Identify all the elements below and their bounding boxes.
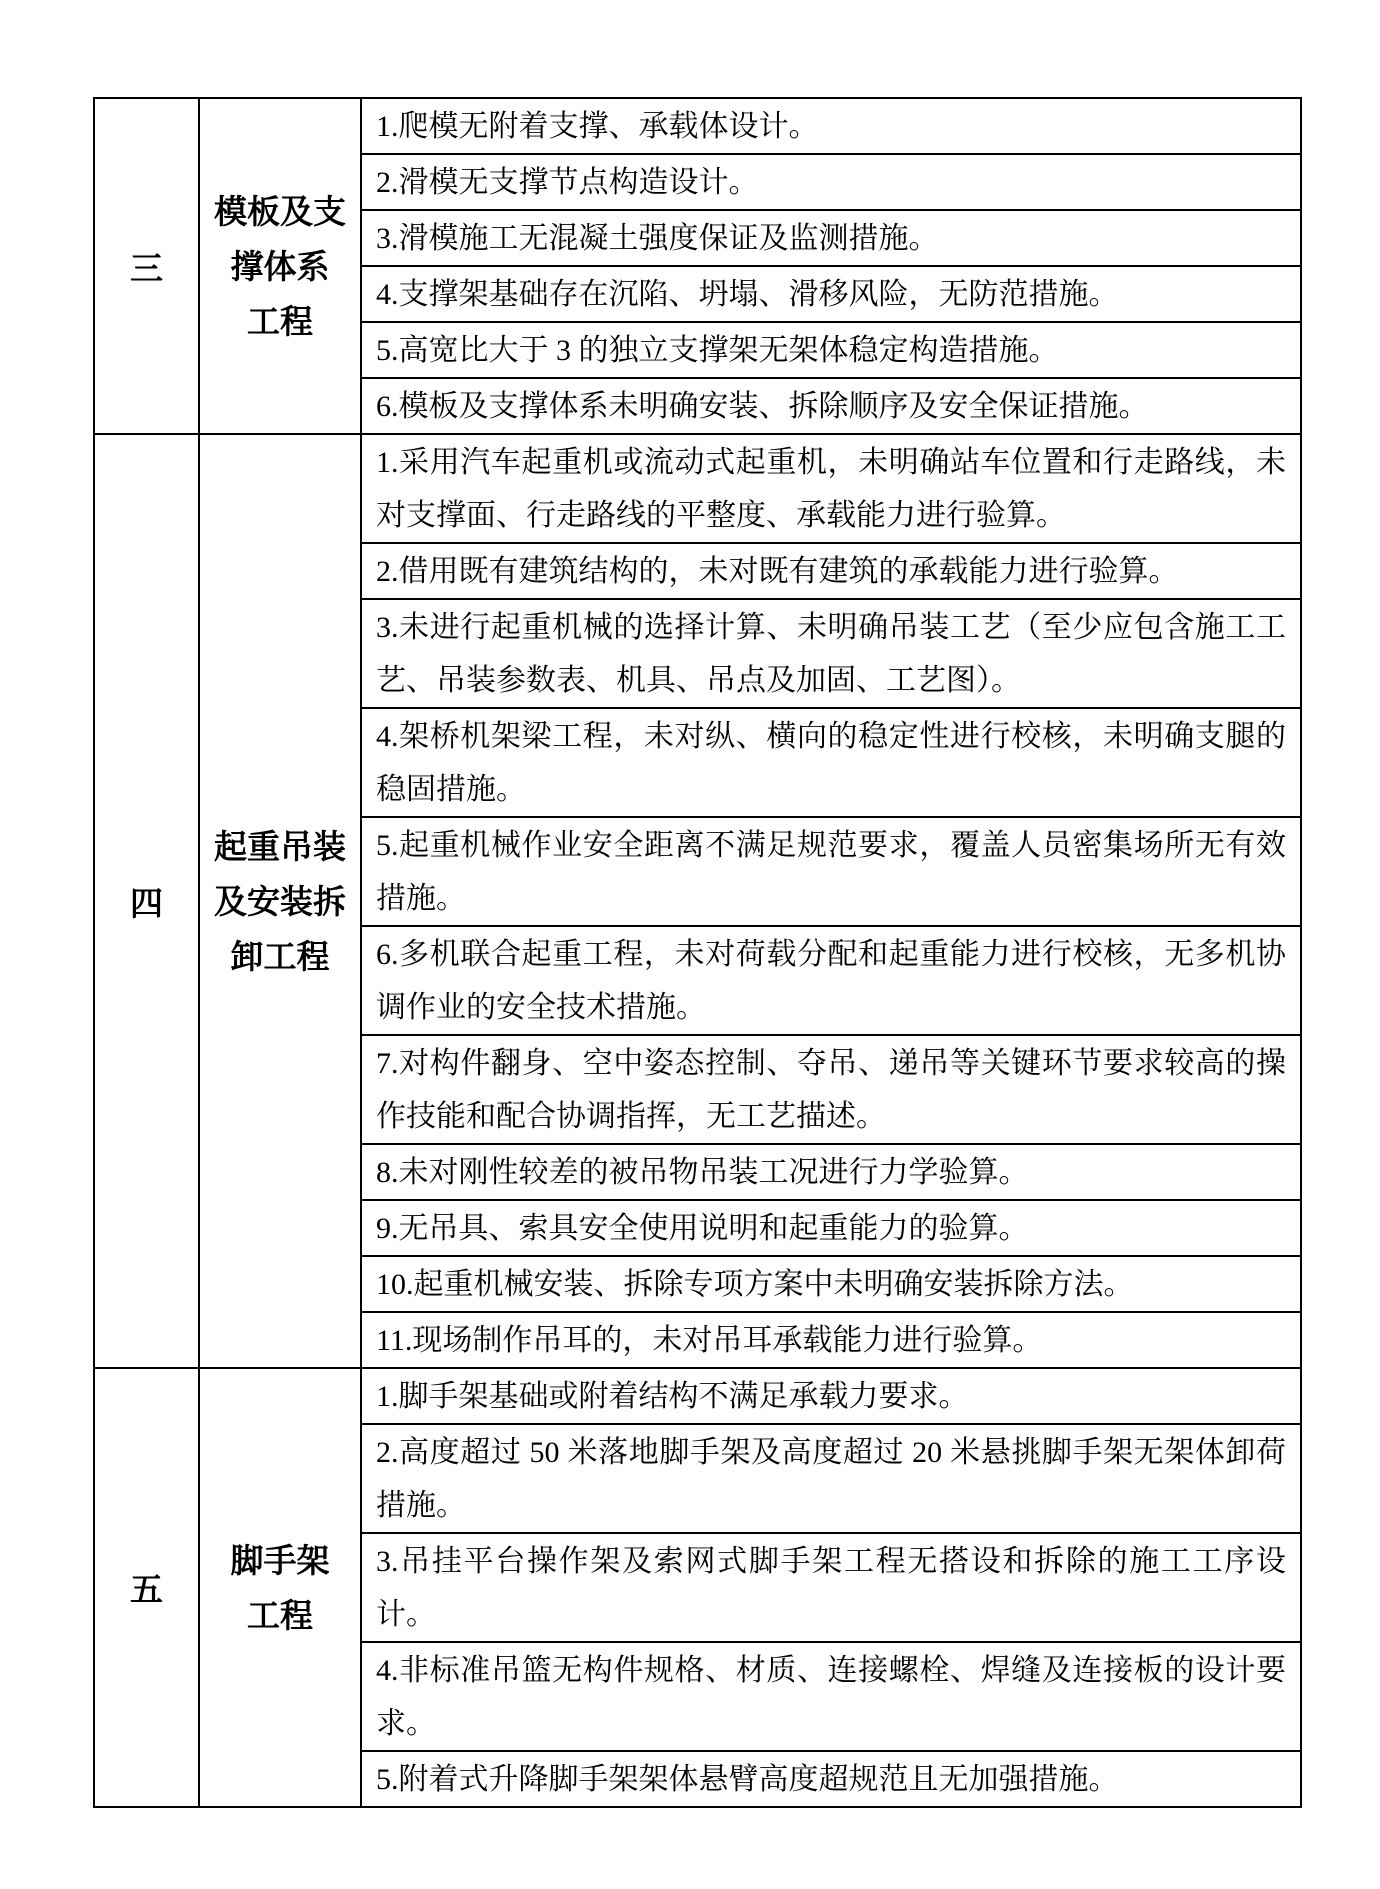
item-text: 6.多机联合起重工程，未对荷载分配和起重能力进行校核，无多机协调作业的安全技术措施。 (361, 926, 1301, 1035)
section-category (199, 434, 361, 1368)
item-text: 7.对构件翻身、空中姿态控制、夺吊、递吊等关键环节要求较高的操作技能和配合协调指挥，无工艺描述。 (361, 1035, 1301, 1144)
item-text: 2.借用既有建筑结构的，未对既有建筑的承载能力进行验算。 (361, 543, 1301, 599)
category-line: 卸工程 (230, 936, 330, 976)
item-text: 5.起重机械作业安全距离不满足规范要求，覆盖人员密集场所无有效措施。 (361, 817, 1301, 926)
category-line: 撑体系 (230, 246, 330, 286)
item-text: 4.架桥机架梁工程，未对纵、横向的稳定性进行校核，未明确支腿的稳固措施。 (361, 708, 1301, 817)
item-text: 2.滑模无支撑节点构造设计。 (361, 154, 1301, 210)
item-text: 4.非标准吊篮无构件规格、材质、连接螺栓、焊缝及连接板的设计要求。 (361, 1642, 1301, 1751)
item-text: 2.高度超过 50 米落地脚手架及高度超过 20 米悬挑脚手架无架体卸荷措施。 (361, 1424, 1301, 1533)
item-text: 8.未对刚性较差的被吊物吊装工况进行力学验算。 (361, 1144, 1301, 1200)
category-line: 模板及支 (214, 191, 346, 231)
item-text: 5.附着式升降脚手架架体悬臂高度超规范且无加强措施。 (361, 1751, 1301, 1807)
section-category (199, 1368, 361, 1807)
section-category (199, 98, 361, 434)
hazard-checklist-table (93, 97, 1302, 1808)
item-text: 3.滑模施工无混凝土强度保证及监测措施。 (361, 210, 1301, 266)
item-text: 3.未进行起重机械的选择计算、未明确吊装工艺（至少应包含施工工艺、吊装参数表、机具、吊点及加固、工艺图）。 (361, 599, 1301, 708)
item-text: 10.起重机械安装、拆除专项方案中未明确安装拆除方法。 (361, 1256, 1301, 1312)
item-text: 11.现场制作吊耳的，未对吊耳承载能力进行验算。 (361, 1312, 1301, 1368)
item-text: 9.无吊具、索具安全使用说明和起重能力的验算。 (361, 1200, 1301, 1256)
table-row (94, 1368, 1301, 1424)
category-line: 脚手架 (230, 1540, 330, 1580)
item-text: 5.高宽比大于 3 的独立支撑架无架体稳定构造措施。 (361, 322, 1301, 378)
item-text: 4.支撑架基础存在沉陷、坍塌、滑移风险，无防范措施。 (361, 266, 1301, 322)
table-row (94, 434, 1301, 543)
item-text: 1.采用汽车起重机或流动式起重机，未明确站车位置和行走路线，未对支撑面、行走路线的平整度、承载能力进行验算。 (361, 434, 1301, 543)
category-line: 工程 (247, 301, 313, 341)
table-row (94, 98, 1301, 154)
section-number: 三 (94, 98, 199, 434)
category-line: 工程 (247, 1595, 313, 1635)
category-line: 及安装拆 (214, 881, 346, 921)
item-text: 1.脚手架基础或附着结构不满足承载力要求。 (361, 1368, 1301, 1424)
section-number: 五 (94, 1368, 199, 1807)
section-number: 四 (94, 434, 199, 1368)
item-text: 3.吊挂平台操作架及索网式脚手架工程无搭设和拆除的施工工序设计。 (361, 1533, 1301, 1642)
category-line: 起重吊装 (214, 826, 346, 866)
item-text: 6.模板及支撑体系未明确安装、拆除顺序及安全保证措施。 (361, 378, 1301, 434)
item-text: 1.爬模无附着支撑、承载体设计。 (361, 98, 1301, 154)
